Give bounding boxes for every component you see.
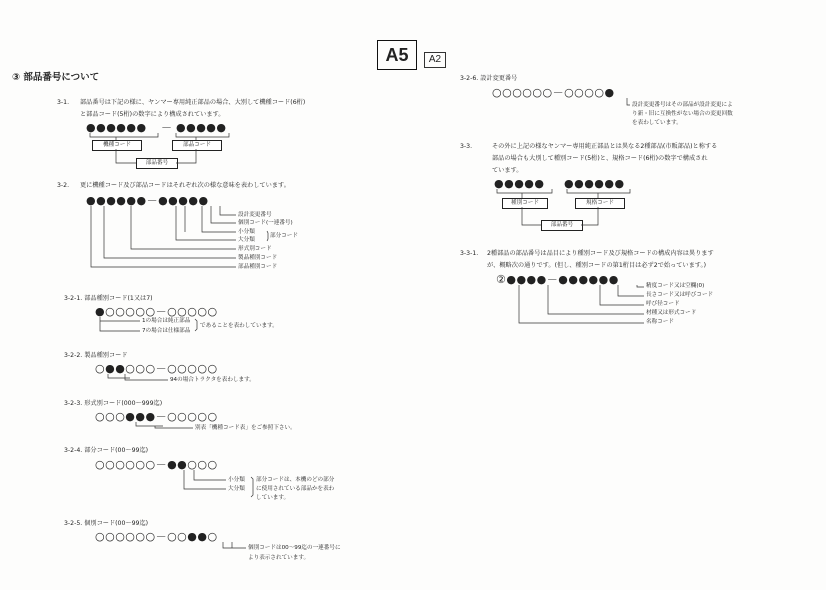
s31-line1: 部品番号は下記の様に、ヤンマー専用純正部品の場合、大別して機種コード(6桁) bbox=[80, 99, 306, 106]
s322-dots: ○●●○○○－○○○○○ bbox=[95, 362, 218, 375]
section-title: ③ 部品番号について bbox=[12, 72, 100, 83]
s31-dash: － bbox=[161, 121, 173, 134]
s323-note: 別表「機種コード表」をご参照下さい。 bbox=[195, 425, 296, 431]
box-shubetsu-code: 種別コード bbox=[502, 198, 548, 209]
s321-note3: であることを表わしています。 bbox=[200, 323, 278, 329]
s324-note1: 部分コードは、本機のどの部分 bbox=[256, 477, 335, 483]
s32-label-sekkei: 設計変更番号 bbox=[238, 212, 272, 218]
s321-title: 3-2-1. 部品種別コード(1又は7) bbox=[64, 295, 153, 302]
s321-note2: 7の場合は仕様部品 bbox=[142, 328, 191, 334]
s324-large: 大分類 bbox=[228, 486, 245, 492]
s331-number: 3-3-1. bbox=[460, 250, 479, 257]
box-kikaku-code: 規格コード bbox=[575, 198, 625, 209]
box-buhin-bango: 部品番号 bbox=[136, 158, 178, 169]
s32-label-keishiki: 形式別コード bbox=[238, 246, 272, 252]
s33-dots-right: ●●●●●● bbox=[564, 177, 625, 190]
s331-label-nagasa: 長さコード又は呼びコード bbox=[646, 292, 714, 298]
s33-line2: 部品の場合も大別して種別コード(5桁)と、規格コード(6桁)の数字で構成され bbox=[492, 155, 708, 162]
s33-line3: ています。 bbox=[492, 167, 523, 174]
s322-title: 3-2-2. 製品種別コード bbox=[64, 352, 128, 359]
s324-title: 3-2-4. 部分コード(00～99迄) bbox=[64, 447, 149, 454]
s322-note: 94の場合トラクタを表わします。 bbox=[170, 377, 255, 383]
s31-dots-left: ●●●●●● bbox=[86, 121, 147, 134]
s326-note1: 設計変更番号はその部品が設計変更によ bbox=[632, 102, 733, 108]
s325-title: 3-2-5. 個別コード(00～99迄) bbox=[64, 520, 149, 527]
s323-title: 3-2-3. 形式別コード(000～999迄) bbox=[64, 400, 163, 407]
s323-dots: ○○○●●●－○○○○○ bbox=[95, 410, 218, 423]
s326-note2: り新・旧に互換性がない場合の変更回数 bbox=[632, 111, 733, 117]
s32-dots: ●●●●●●－●●●●● bbox=[86, 194, 209, 207]
s321-dots: ●○○○○○－○○○○○ bbox=[95, 305, 218, 318]
s331-label-meisho: 名称コード bbox=[646, 319, 674, 325]
s326-title: 3-2-6. 設計変更番号 bbox=[460, 75, 518, 82]
s331-label-zaishu: 材種又は形式コード bbox=[646, 310, 697, 316]
s32-label-bubun: 部分コード bbox=[270, 233, 298, 239]
s32-label-daibunrui: 大分類 bbox=[238, 237, 255, 243]
s32-label-seihin: 製品種別コード bbox=[238, 255, 278, 261]
s31-number: 3-1. bbox=[57, 99, 70, 106]
box-kishu-code: 機種コード bbox=[92, 140, 142, 151]
s331-label-seido: 精度コード又は空欄(0) bbox=[646, 283, 705, 289]
page-badge-a5: A5 bbox=[377, 40, 417, 70]
s331-line1: 2種部品の部品番号は品目により種別コード及び規格コードの構成内容は異ります bbox=[487, 250, 714, 257]
s32-number: 3-2. bbox=[57, 182, 70, 189]
s321-note1: 1の場合は純正部品 bbox=[142, 318, 191, 324]
s325-note1: 個別コードは00～99迄の一連番号に bbox=[248, 545, 341, 551]
s325-note2: より表示されています。 bbox=[248, 555, 310, 561]
s324-note2: に使用されている部品かを表わ bbox=[256, 486, 335, 492]
s31-dots-right: ●●●●● bbox=[176, 121, 227, 134]
s324-small: 小分類 bbox=[228, 477, 245, 483]
page-badge-a2: A2 bbox=[424, 52, 446, 68]
s324-dots: ○○○○○○－●●○○○ bbox=[95, 458, 218, 471]
s32-label-kobetsu: 個別コード(一連番号) bbox=[238, 220, 293, 226]
box-buhin-bango-2: 部品番号 bbox=[541, 220, 583, 231]
s331-dots: ②●●●●－●●●●●● bbox=[496, 273, 619, 286]
s31-line2: と部品コード(5桁)の数字により構成されています。 bbox=[80, 111, 225, 118]
s33-dots-left: ●●●●● bbox=[494, 177, 545, 190]
box-buhin-code: 部品コード bbox=[172, 140, 222, 151]
s331-label-yobikei: 呼び径コード bbox=[646, 301, 680, 307]
s32-label-shobunrui: 小分類 bbox=[238, 229, 255, 235]
s326-dots: ○○○○○○－○○○○● bbox=[492, 86, 615, 99]
s33-line1: その外に上記の様なヤンマー専用純正部品とは異なる2種部品(市販部品)と称する bbox=[492, 143, 718, 150]
s33-number: 3-3. bbox=[460, 143, 473, 150]
s331-line2: が、概略次の通りです。(但し、種別コードの第1桁目は必ず2で始っています。) bbox=[487, 262, 706, 269]
s325-dots: ○○○○○○－○○●●○ bbox=[95, 530, 218, 543]
s32-label-buhin-shubetsu: 部品種別コード bbox=[238, 264, 278, 270]
s326-note3: を表わしています。 bbox=[632, 120, 682, 126]
s324-note3: しています。 bbox=[256, 495, 290, 501]
s32-line1: 更に機種コード及び部品コードはそれぞれ次の様な意味を表わしています。 bbox=[80, 182, 290, 189]
